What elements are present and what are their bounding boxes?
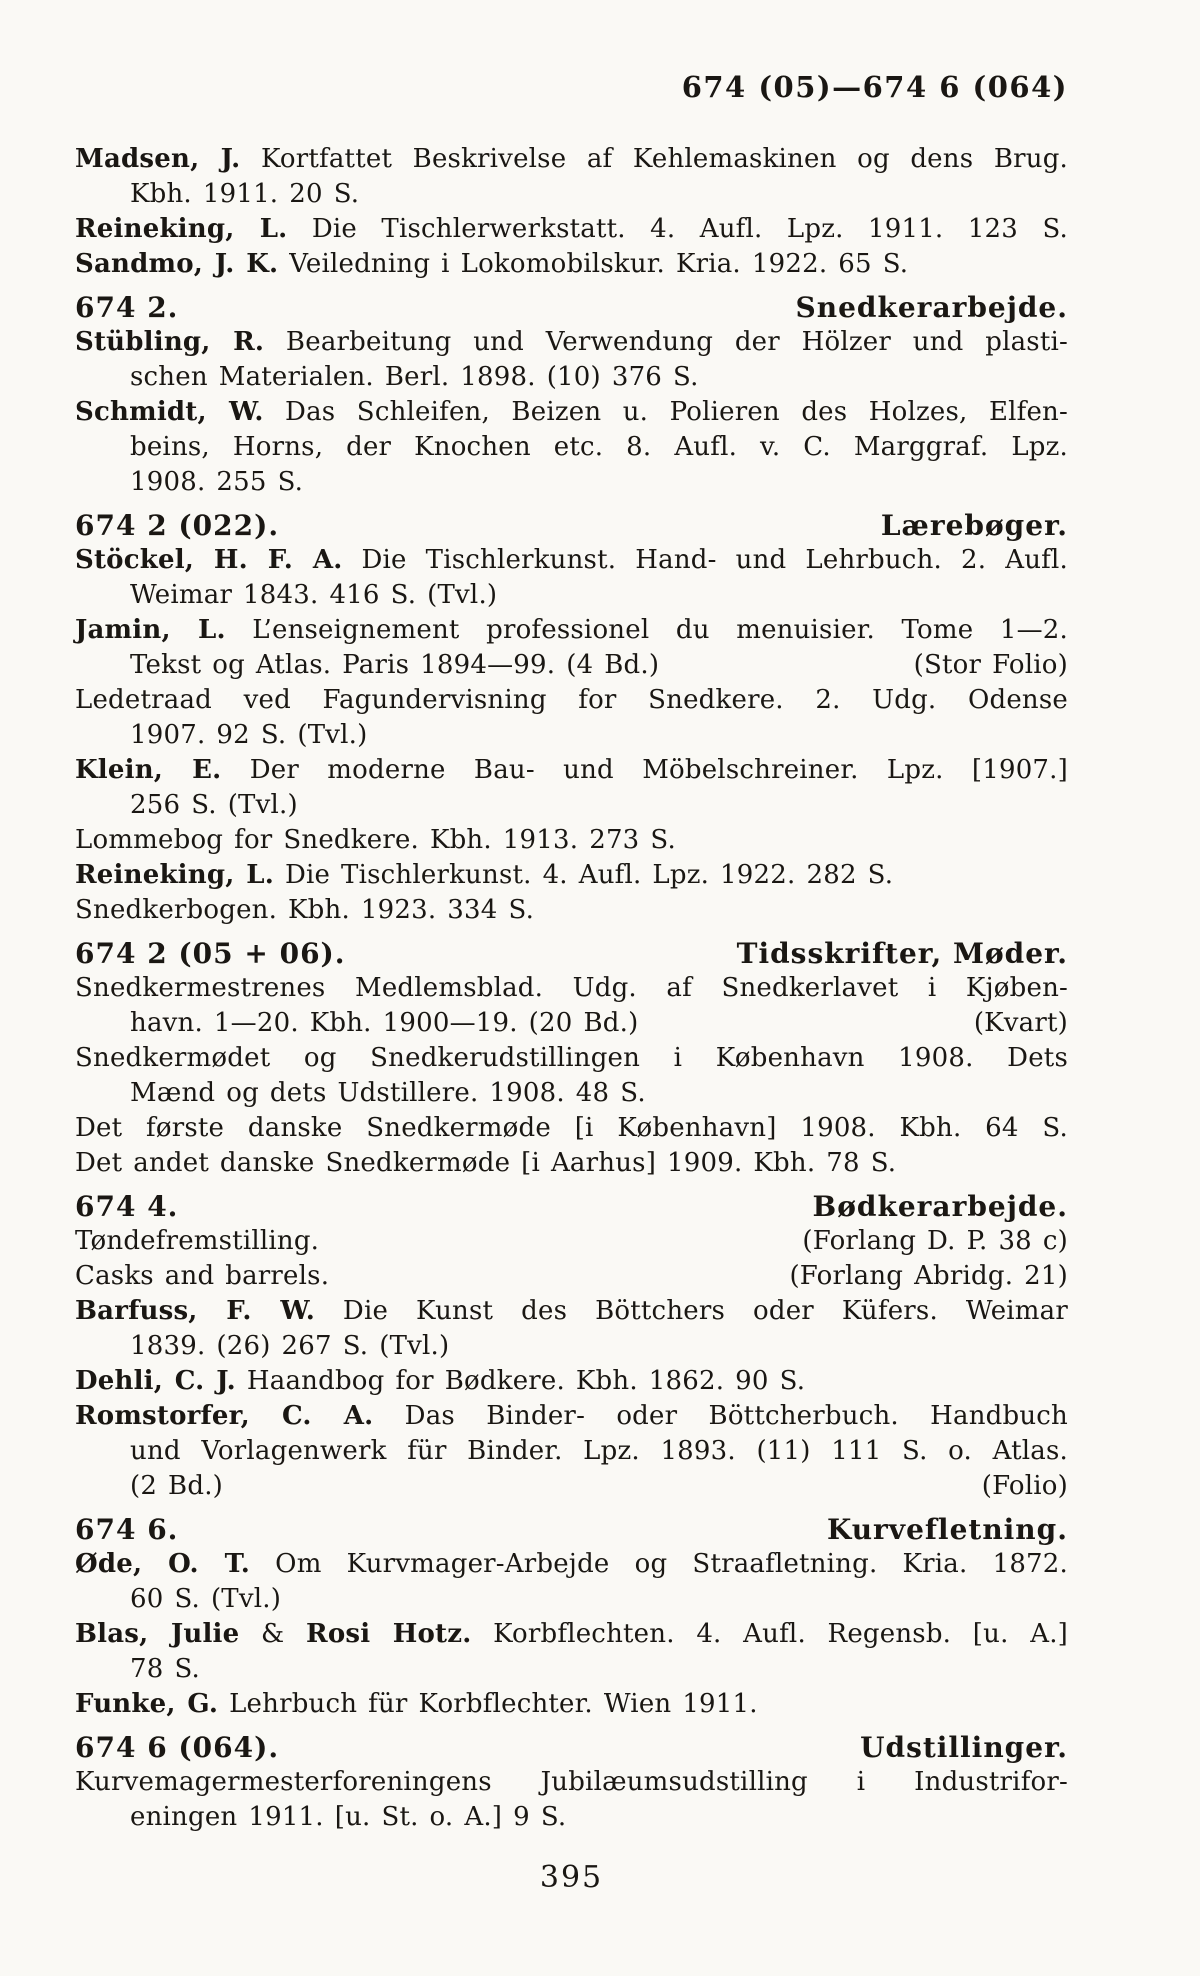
format-note: (Forlang Abridg. 21) bbox=[789, 1261, 1068, 1291]
entry-text-segment: 256 S. (Tvl.) bbox=[130, 790, 298, 820]
entry-text bbox=[130, 648, 659, 683]
catalog-continuation-line bbox=[75, 177, 1068, 212]
entry-text-segment: (2 Bd.) bbox=[130, 1471, 224, 1501]
catalog-entry-line bbox=[75, 1765, 1068, 1800]
catalog-entry-line bbox=[75, 1111, 1068, 1146]
entry-text-segment: Die Tischlerkunst. Hand- und Lehrbuch. 2. Aufl. bbox=[342, 545, 1068, 575]
entry-text bbox=[75, 1689, 758, 1719]
entry-text bbox=[75, 755, 1068, 785]
section-label: Kurvefletning. bbox=[826, 1513, 1068, 1546]
section-label: Snedkerarbejde. bbox=[795, 291, 1068, 324]
entry-text-segment: 1839. (26) 267 S. (Tvl.) bbox=[130, 1331, 450, 1361]
catalog-body bbox=[75, 142, 1068, 1835]
section-heading bbox=[75, 290, 1068, 325]
section-heading bbox=[75, 1189, 1068, 1224]
entry-text-segment: Die Kunst des Böttchers oder Küfers. Weimar bbox=[314, 1296, 1068, 1326]
entry-text-segment: Kortfattet Beskrivelse af Kehlemaskinen og dens Brug. bbox=[240, 144, 1069, 174]
catalog-continuation-line bbox=[75, 430, 1068, 465]
author-name: Blas, Julie bbox=[75, 1619, 240, 1649]
entry-text bbox=[75, 860, 893, 890]
section-label: Tidsskrifter, Møder. bbox=[736, 937, 1068, 970]
catalog-entry-line bbox=[75, 142, 1068, 177]
entry-text-segment: 1907. 92 S. (Tvl.) bbox=[130, 720, 368, 750]
entry-text-segment: und Vorlagenwerk für Binder. Lpz. 1893. (11) 111 S. o. Atlas. bbox=[130, 1436, 1068, 1466]
section-label: Lærebøger. bbox=[880, 509, 1068, 542]
entry-text bbox=[130, 1802, 566, 1832]
entry-text bbox=[75, 397, 1068, 427]
section-label: Bødkerarbejde. bbox=[812, 1190, 1068, 1223]
entry-text-segment: Snedkermødet og Snedkerudstillingen i København 1908. Dets bbox=[75, 1043, 1068, 1073]
entry-text-segment: Mænd og dets Udstillere. 1908. 48 S. bbox=[130, 1078, 646, 1108]
section-number: 674 6. bbox=[75, 1513, 179, 1546]
entry-text bbox=[130, 1469, 223, 1504]
entry-text-segment: Casks and barrels. bbox=[75, 1261, 330, 1291]
author-name: Dehli, C. J. bbox=[75, 1366, 236, 1396]
catalog-entry-line bbox=[75, 683, 1068, 718]
section-number: 674 2 (022). bbox=[75, 509, 280, 542]
entry-text bbox=[75, 1619, 1068, 1649]
entry-text-segment: Tekst og Atlas. Paris 1894—99. (4 Bd.) bbox=[130, 650, 660, 680]
entry-text bbox=[130, 467, 303, 497]
author-name: Stöckel, H. F. A. bbox=[75, 545, 343, 575]
entry-text bbox=[130, 1331, 449, 1361]
page-number: 395 bbox=[539, 1860, 604, 1895]
entry-text bbox=[75, 615, 1068, 645]
entry-text-segment: Haandbog for Bødkere. Kbh. 1862. 90 S. bbox=[235, 1366, 806, 1396]
entry-text-segment: & bbox=[239, 1619, 307, 1649]
catalog-entry-line bbox=[75, 395, 1068, 430]
entry-text bbox=[75, 327, 1068, 357]
entry-text-segment: 1908. 255 S. bbox=[130, 467, 304, 497]
entry-text bbox=[75, 1113, 1068, 1143]
catalog-entry-line bbox=[75, 1617, 1068, 1652]
catalog-continuation-line bbox=[75, 360, 1068, 395]
section-heading bbox=[75, 1512, 1068, 1547]
entry-text-segment: Veiledning i Lokomobilskur. Kria. 1922. 65 S. bbox=[278, 249, 909, 279]
catalog-entry-line bbox=[75, 971, 1068, 1006]
catalog-entry-line bbox=[75, 1547, 1068, 1582]
section-heading bbox=[75, 1730, 1068, 1765]
entry-text-segment: Das Schleifen, Beizen u. Polieren des Holzes, Elfen- bbox=[263, 397, 1068, 427]
author-name: Funke, G. bbox=[75, 1689, 219, 1719]
catalog-entry-line bbox=[75, 753, 1068, 788]
entry-text-segment: Snedkerbogen. Kbh. 1923. 334 S. bbox=[75, 895, 535, 925]
catalog-entry-line bbox=[75, 858, 1068, 893]
catalog-entry-line bbox=[75, 1294, 1068, 1329]
catalog-entry-line bbox=[75, 613, 1068, 648]
author-name: Rosi Hotz. bbox=[306, 1619, 472, 1649]
catalog-continuation-line bbox=[75, 1076, 1068, 1111]
catalog-entry-line bbox=[75, 893, 1068, 928]
catalog-entry-line bbox=[75, 823, 1068, 858]
catalog-entry-line bbox=[75, 247, 1068, 282]
catalog-entry-line bbox=[75, 1364, 1068, 1399]
entry-text-segment: Snedkermestrenes Medlemsblad. Udg. af Snedkerlavet i Kjøben- bbox=[75, 973, 1068, 1003]
entry-text bbox=[75, 144, 1068, 174]
entry-text bbox=[130, 1078, 646, 1108]
entry-text bbox=[75, 825, 676, 855]
entry-text bbox=[130, 432, 1068, 462]
section-heading bbox=[75, 936, 1068, 971]
entry-text bbox=[130, 179, 359, 209]
entry-text bbox=[130, 1436, 1068, 1466]
entry-text bbox=[130, 1584, 281, 1614]
catalog-entry-line bbox=[75, 1687, 1068, 1722]
entry-text-segment: Die Tischlerwerkstatt. 4. Aufl. Lpz. 1911. 123 S. bbox=[287, 214, 1068, 244]
catalog-entry-line bbox=[75, 1041, 1068, 1076]
entry-text bbox=[130, 362, 699, 392]
catalog-entry-line bbox=[75, 1146, 1068, 1181]
entry-text bbox=[75, 1549, 1068, 1579]
author-name: Romstorfer, C. A. bbox=[75, 1401, 374, 1431]
author-name: Øde, O. T. bbox=[75, 1549, 251, 1579]
running-head-classification-range: 674 (05)—674 6 (064) bbox=[681, 70, 1068, 104]
entry-text bbox=[75, 1767, 1068, 1797]
format-note: (Forlang D. P. 38 c) bbox=[802, 1226, 1068, 1256]
catalog-entry-line bbox=[75, 325, 1068, 360]
catalog-continuation-line bbox=[75, 1006, 1068, 1041]
author-name: Klein, E. bbox=[75, 755, 222, 785]
entry-text bbox=[75, 214, 1068, 244]
format-note: (Stor Folio) bbox=[913, 650, 1068, 680]
section-heading bbox=[75, 508, 1068, 543]
format-note: (Folio) bbox=[981, 1471, 1068, 1501]
catalog-entry-line bbox=[75, 1399, 1068, 1434]
author-name: Sandmo, J. K. bbox=[75, 249, 279, 279]
entry-text bbox=[75, 1259, 329, 1294]
entry-text bbox=[75, 1148, 896, 1178]
entry-text-segment: Weimar 1843. 416 S. (Tvl.) bbox=[130, 580, 498, 610]
section-label: Udstillinger. bbox=[860, 1731, 1068, 1764]
catalog-continuation-line bbox=[75, 1434, 1068, 1469]
author-name: Schmidt, W. bbox=[75, 397, 264, 427]
entry-text-segment: Kurvemagermesterforeningens Jubilæumsudstilling i Industrifor- bbox=[75, 1767, 1068, 1797]
catalog-entry-line bbox=[75, 543, 1068, 578]
entry-text-segment: Lehrbuch für Korbflechter. Wien 1911. bbox=[218, 1689, 758, 1719]
catalog-continuation-line bbox=[75, 1582, 1068, 1617]
entry-text bbox=[130, 580, 497, 610]
catalog-continuation-line bbox=[75, 648, 1068, 683]
entry-text-segment: Korbflechten. 4. Aufl. Regensb. [u. A.] bbox=[471, 1619, 1069, 1649]
entry-text bbox=[75, 1296, 1068, 1326]
entry-text-segment: Det første danske Snedkermøde [i København] 1908. Kbh. 64 S. bbox=[75, 1113, 1068, 1143]
catalog-entry-line bbox=[75, 1224, 1068, 1259]
entry-text-segment: beins, Horns, der Knochen etc. 8. Aufl. v. C. Marggraf. Lpz. bbox=[130, 432, 1068, 462]
catalog-continuation-line bbox=[75, 1469, 1068, 1504]
catalog-continuation-line bbox=[75, 578, 1068, 613]
entry-text bbox=[75, 1043, 1068, 1073]
entry-text bbox=[75, 1401, 1068, 1431]
entry-text bbox=[75, 685, 1068, 715]
entry-text-segment: Om Kurvmager-Arbejde og Straafletning. Kria. 1872. bbox=[250, 1549, 1069, 1579]
entry-text bbox=[75, 1366, 805, 1396]
entry-text-segment: schen Materialen. Berl. 1898. (10) 376 S. bbox=[130, 362, 699, 392]
entry-text bbox=[75, 895, 534, 925]
entry-text-segment: eningen 1911. [u. St. o. A.] 9 S. bbox=[130, 1802, 567, 1832]
entry-text-segment: Det andet danske Snedkermøde [i Aarhus] 1909. Kbh. 78 S. bbox=[75, 1148, 897, 1178]
author-name: Barfuss, F. W. bbox=[75, 1296, 315, 1326]
author-name: Reineking, L. bbox=[75, 214, 288, 244]
section-number: 674 6 (064). bbox=[75, 1731, 280, 1764]
author-name: Stübling, R. bbox=[75, 327, 265, 357]
catalog-continuation-line bbox=[75, 465, 1068, 500]
catalog-entry-line bbox=[75, 1259, 1068, 1294]
entry-text bbox=[75, 545, 1068, 575]
author-name: Jamin, L. bbox=[75, 615, 226, 645]
entry-text-segment: havn. 1—20. Kbh. 1900—19. (20 Bd.) bbox=[130, 1008, 639, 1038]
section-number: 674 2 (05 + 06). bbox=[75, 937, 346, 970]
catalog-entry-line bbox=[75, 212, 1068, 247]
entry-text-segment: Bearbeitung und Verwendung der Hölzer und plasti- bbox=[264, 327, 1069, 357]
entry-text bbox=[75, 1224, 319, 1259]
catalog-continuation-line bbox=[75, 1800, 1068, 1835]
catalog-continuation-line bbox=[75, 788, 1068, 823]
entry-text-segment: Der moderne Bau- und Möbelschreiner. Lpz. [1907.] bbox=[221, 755, 1068, 785]
entry-text-segment: Lommebog for Snedkere. Kbh. 1913. 273 S. bbox=[75, 825, 676, 855]
entry-text bbox=[75, 249, 908, 279]
entry-text-segment: Die Tischlerkunst. 4. Aufl. Lpz. 1922. 282 S. bbox=[273, 860, 894, 890]
entry-text-segment: Das Binder- oder Böttcherbuch. Handbuch bbox=[373, 1401, 1068, 1431]
author-name: Madsen, J. bbox=[75, 144, 241, 174]
entry-text bbox=[130, 720, 367, 750]
entry-text bbox=[130, 790, 298, 820]
entry-text bbox=[75, 973, 1068, 1003]
entry-text-segment: 78 S. bbox=[130, 1654, 200, 1684]
catalog-continuation-line bbox=[75, 1329, 1068, 1364]
section-number: 674 4. bbox=[75, 1190, 179, 1223]
catalog-continuation-line bbox=[75, 1652, 1068, 1687]
entry-text-segment: 60 S. (Tvl.) bbox=[130, 1584, 282, 1614]
entry-text-segment: Tøndefremstilling. bbox=[75, 1226, 320, 1256]
catalog-continuation-line bbox=[75, 718, 1068, 753]
entry-text-segment: Ledetraad ved Fagundervisning for Snedkere. 2. Udg. Odense bbox=[75, 685, 1068, 715]
entry-text-segment: Kbh. 1911. 20 S. bbox=[130, 179, 360, 209]
section-number: 674 2. bbox=[75, 291, 179, 324]
author-name: Reineking, L. bbox=[75, 860, 274, 890]
entry-text-segment: L’enseignement professionel du menuisier. Tome 1—2. bbox=[225, 615, 1068, 645]
format-note: (Kvart) bbox=[973, 1008, 1068, 1038]
entry-text bbox=[130, 1006, 638, 1041]
entry-text bbox=[130, 1654, 200, 1684]
